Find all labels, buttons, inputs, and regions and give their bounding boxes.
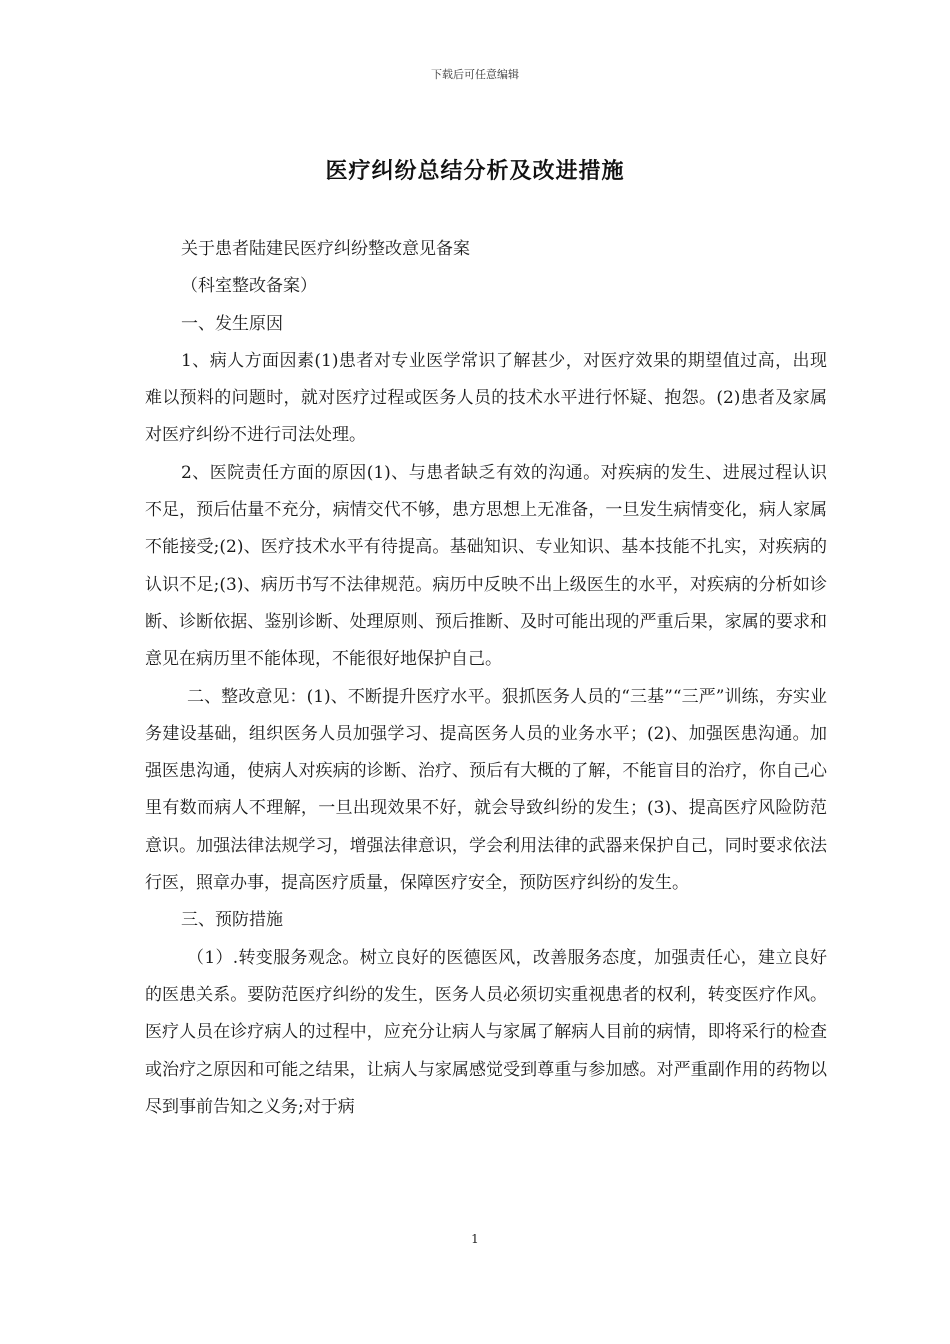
paragraph-filing-note: （科室整改备案） <box>181 276 317 297</box>
paragraph-hospital-factors: 2、医院责任方面的原因(1)、与患者缺乏有效的沟通。对疾病的发生、进展过程认识不足，预后估量不充分，病情交代不够，患方思想上无准备，一旦发生病情变化，病人家属不能接受;(2)、医疗技术水平有待提高。基础知识、专业知识、基本技能不扎实，对疾病的认识不足;(3)、病历书写不法律规范。病历中反映不出上级医生的水平，对疾病的分析如诊断、诊断依据、鉴别诊断、处理原则、预后推断、及时可能出现的严重后果，家属的要求和意见在病历里不能体现，不能很好地保护自己。 <box>145 462 827 670</box>
document-title: 医疗纠纷总结分析及改进措施 <box>325 158 625 184</box>
paragraph-rectification: 二、整改意见：(1)、不断提升医疗水平。狠抓医务人员的“三基”“三严”训练，夯实业务建设基础，组织医务人员加强学习、提高医务人员的业务水平；(2)、加强医患沟通。加强医患沟通，使病人对疾病的诊断、治疗、预后有大概的了解，不能盲目的治疗，你自己心里有数而病人不理解，一旦出现效果不好，就会导致纠纷的发生；(3)、提高医疗风险防范意识。加强法律法规学习，增强法律意识，学会利用法律的武器来保护自己，同时要求依法行医，照章办事，提高医疗质量，保障医疗安全，预防医疗纠纷的发生。 <box>145 686 827 894</box>
paragraph-patient-factors: 1、病人方面因素(1)患者对专业医学常识了解甚少，对医疗效果的期望值过高，出现难以预料的问题时，就对医疗过程或医务人员的技术水平进行怀疑、抱怨。(2)患者及家属对医疗纠纷不进行司法处理。 <box>145 350 827 446</box>
section-heading-prevention: 三、预防措施 <box>181 910 283 931</box>
page-number: 1 <box>471 1232 479 1246</box>
section-heading-causes: 一、发生原因 <box>181 313 283 334</box>
paragraph-prevention-1: （1）.转变服务观念。树立良好的医德医风，改善服务态度，加强责任心，建立良好的医患关系。要防范医疗纠纷的发生，医务人员必须切实重视患者的权利，转变医疗作风。医疗人员在诊疗病人的过程中，应充分让病人与家属了解病人目前的病情，即将采行的检查或治疗之原因和可能之结果，让病人与家属感觉受到尊重与参加感。对严重副作用的药物以尽到事前告知之义务;对于病 <box>145 947 827 1117</box>
paragraph-filing-subject: 关于患者陆建民医疗纠纷整改意见备案 <box>181 239 470 259</box>
header-note: 下载后可任意编辑 <box>431 68 519 81</box>
document-body <box>145 231 827 1126</box>
